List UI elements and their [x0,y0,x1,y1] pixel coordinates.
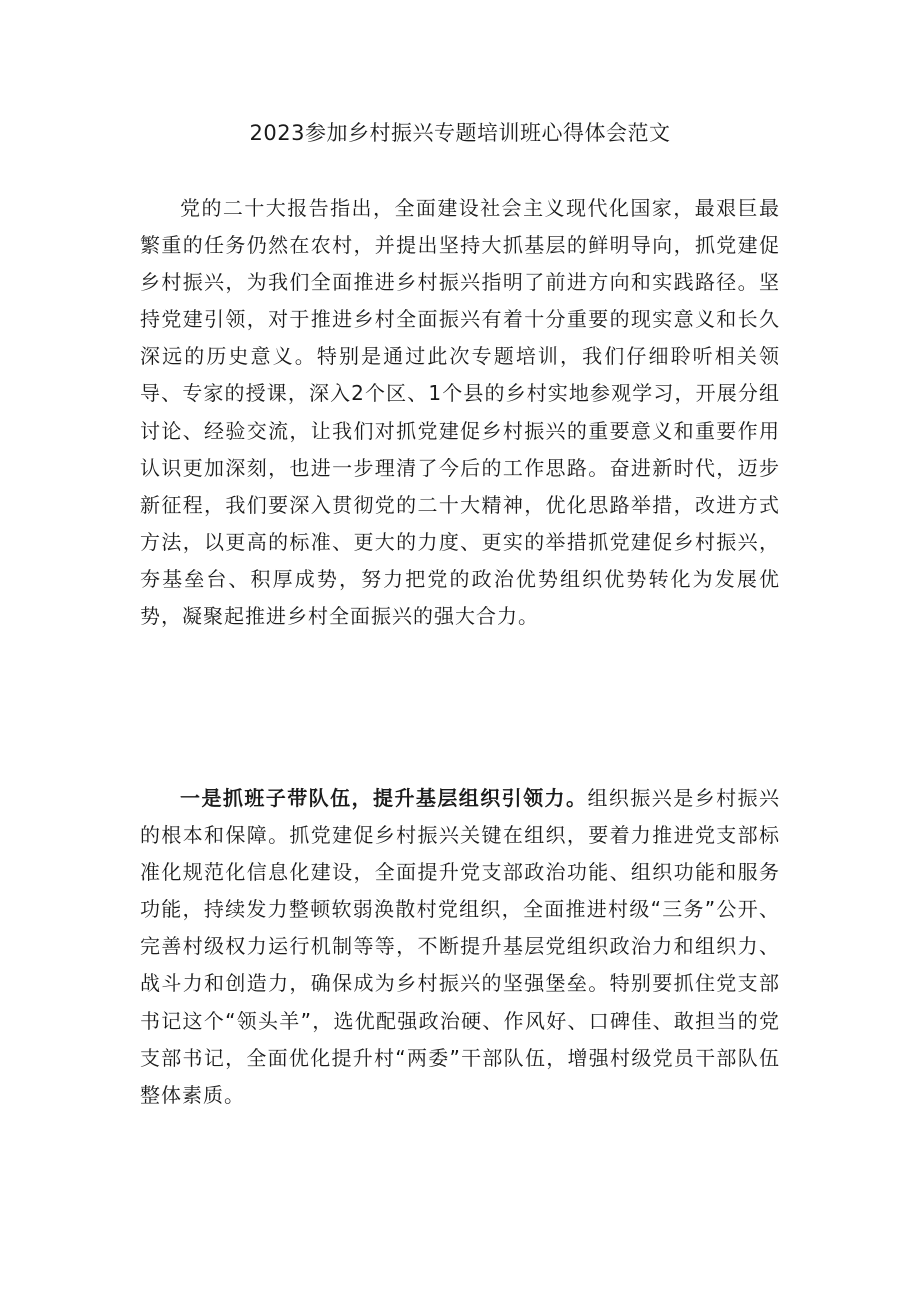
paragraph-point-one [140,780,780,1114]
document-title: 2023参加乡村振兴专题培训班心得体会范文 [249,121,671,145]
paragraph-intro [140,190,780,635]
paragraph-point-one-lead: 一是抓班子带队伍，提升基层组织引领力。 [180,786,588,810]
paragraph-point-one-text: 组织振兴是乡村振兴的根本和保障。抓党建促乡村振兴关键在组织，要着力推进党支部标准化规范化信息化建设，全面提升党支部政治功能、组织功能和服务功能，持续发力整顿软弱涣散村党组织，全面推进村级“三务”公开、完善村级权力运行机制等等，不断提升基层党组织政治力和组织力、战斗力和创造力，确保成为乡村振兴的坚强堡垒。特别要抓住党支部书记这个“领头羊”，选优配强政治硬、作风好、口碑佳、敢担当的党支部书记，全面优化提升村“两委”干部队伍，增强村级党员干部队伍整体素质。 [140,786,781,1107]
paragraph-intro-text: 党的二十大报告指出，全面建设社会主义现代化国家，最艰巨最繁重的任务仍然在农村，并提出坚持大抓基层的鲜明导向，抓党建促乡村振兴，为我们全面推进乡村振兴指明了前进方向和实践路径。坚持党建引领，对于推进乡村全面振兴有着十分重要的现实意义和长久深远的历史意义。特别是通过此次专题培训，我们仔细聆听相关领导、专家的授课，深入2个区、1个县的乡村实地参观学习，开展分组讨论、经验交流，让我们对抓党建促乡村振兴的重要意义和重要作用认识更加深刻，也进一步理清了今后的工作思路。奋进新时代，迈步新征程，我们要深入贯彻党的二十大精神，优化思路举措，改进方式方法，以更高的标准、更大的力度、更实的举措抓党建促乡村振兴，夯基垒台、积厚成势，努力把党的政治优势组织优势转化为发展优势，凝聚起推进乡村全面振兴的强大合力。 [140,196,780,629]
